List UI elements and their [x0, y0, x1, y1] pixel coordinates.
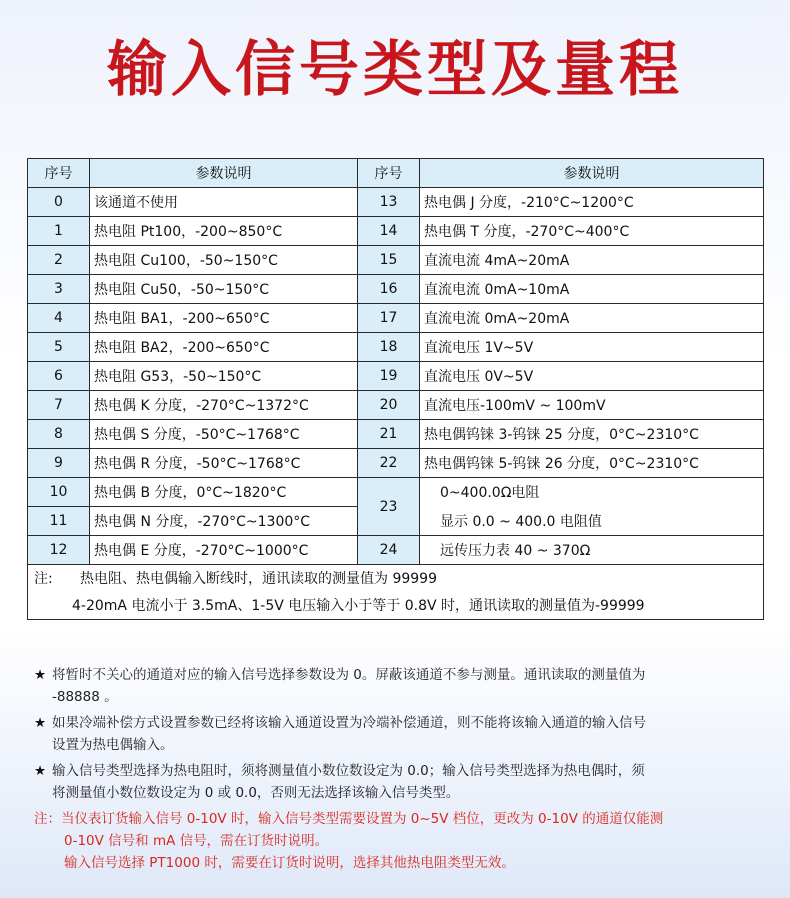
row-num: 8 [28, 420, 90, 449]
row-num: 18 [358, 333, 420, 362]
row-desc: 直流电压-100mV ~ 100mV [420, 391, 764, 420]
row-desc: 热电阻 Cu100，-50~150°C [90, 246, 358, 275]
star-icon: ★ [34, 763, 47, 779]
note-text: -88888 。 [52, 689, 118, 705]
row-num: 2 [28, 246, 90, 275]
row-desc: 热电偶 R 分度，-50°C~1768°C [90, 449, 358, 478]
row-num: 24 [358, 536, 420, 565]
row-desc: 直流电流 4mA~20mA [420, 246, 764, 275]
row-desc: 热电阻 BA2，-200~650°C [90, 333, 358, 362]
signal-type-table [27, 158, 764, 620]
header-num-right: 序号 [358, 159, 420, 188]
note-text: 注：当仪表订货输入信号 0-10V 时，输入信号类型需要设置为 0~5V 档位，更改为 0-10V 的通道仅能测 [34, 811, 664, 827]
table-row [28, 217, 764, 246]
row-desc: 热电阻 G53，-50~150°C [90, 362, 358, 391]
note-text: 0-10V 信号和 mA 信号，需在订货时说明。 [64, 833, 329, 849]
table-row [28, 478, 764, 507]
table-row [28, 362, 764, 391]
header-num-left: 序号 [28, 159, 90, 188]
table-note-row [28, 591, 764, 620]
note-text: 输入信号类型选择为热电阻时，须将测量值小数位数设定为 0.0；输入信号类型选择为热电偶时，须 [52, 763, 645, 779]
row-desc: 热电偶钨铼 3-钨铼 25 分度，0°C~2310°C [420, 420, 764, 449]
row-num: 3 [28, 275, 90, 304]
row-desc: 0~400.0Ω电阻 [420, 478, 764, 507]
row-desc: 热电偶 N 分度，-270°C~1300°C [90, 507, 358, 536]
table-row [28, 420, 764, 449]
row-num: 22 [358, 449, 420, 478]
row-desc: 热电偶 B 分度，0°C~1820°C [90, 478, 358, 507]
row-num: 12 [28, 536, 90, 565]
row-desc: 该通道不使用 [90, 188, 358, 217]
note-item [34, 760, 774, 804]
row-desc: 热电阻 Pt100，-200~850°C [90, 217, 358, 246]
row-num: 15 [358, 246, 420, 275]
row-num: 10 [28, 478, 90, 507]
row-desc: 热电阻 Cu50，-50~150°C [90, 275, 358, 304]
note-text: 将测量值小数位数设定为 0 或 0.0，否则无法选择该输入信号类型。 [52, 785, 460, 801]
row-desc: 显示 0.0 ~ 400.0 电阻值 [420, 507, 764, 536]
table-row [28, 304, 764, 333]
row-num: 1 [28, 217, 90, 246]
table-note-line2: 4-20mA 电流小于 3.5mA、1-5V 电压输入小于等于 0.8V 时，通讯读取的测量值为-99999 [28, 591, 764, 620]
table-header-row [28, 159, 764, 188]
star-icon: ★ [34, 715, 47, 731]
note-text: 设置为热电偶输入。 [52, 737, 174, 753]
note-text: 热电阻、热电偶输入断线时，通讯读取的测量值为 99999 [80, 571, 437, 587]
row-desc: 直流电压 0V~5V [420, 362, 764, 391]
header-desc-right: 参数说明 [420, 159, 764, 188]
red-note-item [34, 808, 774, 874]
row-num: 7 [28, 391, 90, 420]
notes-section [34, 664, 774, 878]
note-text: 如果冷端补偿方式设置参数已经将该输入通道设置为冷端补偿通道，则不能将该输入通道的输入信号 [52, 715, 646, 731]
row-desc: 直流电流 0mA~10mA [420, 275, 764, 304]
table-row [28, 449, 764, 478]
table-row [28, 275, 764, 304]
row-desc: 远传压力表 40 ~ 370Ω [420, 536, 764, 565]
row-desc: 热电偶钨铼 5-钨铼 26 分度，0°C~2310°C [420, 449, 764, 478]
header-desc-left: 参数说明 [90, 159, 358, 188]
row-num: 17 [358, 304, 420, 333]
row-desc: 热电偶 T 分度，-270°C~400°C [420, 217, 764, 246]
table-row [28, 536, 764, 565]
page-title: 输入信号类型及量程 [107, 35, 683, 105]
row-num: 19 [358, 362, 420, 391]
row-desc: 热电阻 BA1，-200~650°C [90, 304, 358, 333]
table-note-row [28, 565, 764, 592]
row-num: 13 [358, 188, 420, 217]
note-label: 注: [34, 571, 53, 587]
row-desc: 热电偶 E 分度，-270°C~1000°C [90, 536, 358, 565]
row-num: 9 [28, 449, 90, 478]
table-row [28, 391, 764, 420]
table-row [28, 246, 764, 275]
row-desc: 直流电流 0mA~20mA [420, 304, 764, 333]
row-num: 20 [358, 391, 420, 420]
note-text: 将暂时不关心的通道对应的输入信号选择参数设为 0。屏蔽该通道不参与测量。通讯读取的测量值为 [52, 667, 646, 683]
row-num: 14 [358, 217, 420, 246]
row-num: 5 [28, 333, 90, 362]
row-num: 21 [358, 420, 420, 449]
row-num: 23 [358, 478, 420, 536]
note-text: 输入信号选择 PT1000 时，需要在订货时说明，选择其他热电阻类型无效。 [64, 855, 515, 871]
row-desc: 热电偶 S 分度，-50°C~1768°C [90, 420, 358, 449]
row-desc: 热电偶 K 分度，-270°C~1372°C [90, 391, 358, 420]
row-desc: 热电偶 J 分度，-210°C~1200°C [420, 188, 764, 217]
row-num: 0 [28, 188, 90, 217]
row-num: 11 [28, 507, 90, 536]
row-num: 6 [28, 362, 90, 391]
star-icon: ★ [34, 667, 47, 683]
note-item [34, 712, 774, 756]
signal-table-container [27, 158, 763, 620]
table-row [28, 333, 764, 362]
row-num: 4 [28, 304, 90, 333]
table-note-line1 [28, 565, 764, 592]
note-item [34, 664, 774, 708]
table-row [28, 188, 764, 217]
row-num: 16 [358, 275, 420, 304]
row-desc: 直流电压 1V~5V [420, 333, 764, 362]
